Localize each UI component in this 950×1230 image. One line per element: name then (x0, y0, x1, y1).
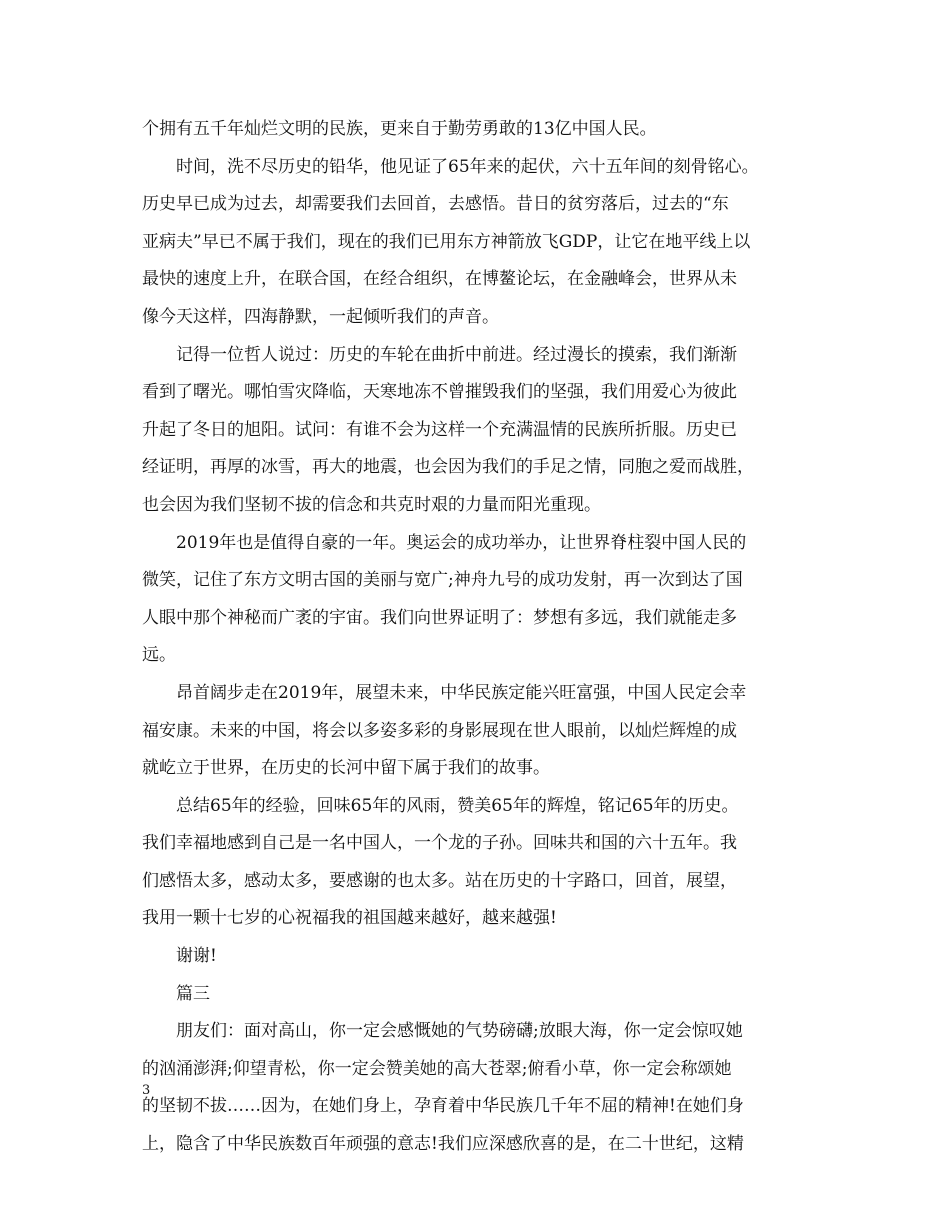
text-line: 就屹立于世界，在历史的长河中留下属于我们的故事。 (142, 758, 550, 779)
text-line: 像今天这样，四海静默，一起倾听我们的声音。 (142, 306, 499, 327)
text-line: 经证明，再厚的冰雪，再大的地震，也会因为我们的手足之情，同胞之爱而战胜， (142, 457, 754, 478)
text-line: 个拥有五千年灿烂文明的民族，更来自于勤劳勇敢的13亿中国人民。 (142, 119, 657, 139)
text-line: 2019年也是值得自豪的一年。奥运会的成功举办，让世界脊柱裂中国人民的 (176, 532, 747, 553)
text-line: 昂首阔步走在2019年，展望未来，中华民族定能兴旺富强，中国人民定会幸 (176, 682, 747, 703)
text-line: 们感悟太多，感动太多，要感谢的也太多。站在历史的十字路口，回首，展望， (142, 870, 737, 891)
text-line: 时间，洗不尽历史的铅华，他见证了65年来的起伏，六十五年间的刻骨铭心。 (176, 156, 759, 177)
text-line: 升起了冬日的旭阳。试问：有谁不会为这样一个充满温情的民族所折服。历史已 (142, 419, 737, 440)
text-line: 上，隐含了中华民族数百年顽强的意志!我们应深感欣喜的是，在二十世纪，这精 (142, 1134, 744, 1155)
text-line: 篇三 (176, 983, 210, 1004)
body-text (142, 111, 822, 1164)
text-line: 历史早已成为过去，却需要我们去回首，去感悟。昔日的贫穷落后，过去的“东 (142, 194, 729, 215)
text-line: 亚病夫”早已不属于我们，现在的我们已用东方神箭放飞GDP，让它在地平线上以 (142, 231, 751, 252)
text-line: 总结65年的经验，回味65年的风雨，赞美65年的辉煌，铭记65年的历史。 (176, 795, 739, 816)
text-line: 记得一位哲人说过：历史的车轮在曲折中前进。经过漫长的摸索，我们渐渐 (176, 344, 737, 365)
text-line: 的坚韧不拔……因为，在她们身上，孕育着中华民族几千年不屈的精神!在她们身 (142, 1096, 744, 1117)
text-line: 也会因为我们坚韧不拔的信念和共克时艰的力量而阳光重现。 (142, 494, 601, 515)
page-number: 3 (142, 1083, 151, 1098)
text-line: 的汹涌澎湃;仰望青松，你一定会赞美她的高大苍翠;俯看小草，你一定会称颂她 (142, 1058, 732, 1079)
text-line: 谢谢! (176, 946, 217, 967)
text-line: 福安康。未来的中国，将会以多姿多彩的身影展现在世人眼前，以灿烂辉煌的成 (142, 720, 737, 741)
text-line: 我们幸福地感到自己是一名中国人，一个龙的子孙。回味共和国的六十五年。我 (142, 833, 737, 854)
text-line: 看到了曙光。哪怕雪灾降临，天寒地冻不曾摧毁我们的坚强，我们用爱心为彼此 (142, 382, 737, 403)
text-line: 朋友们：面对高山，你一定会感慨她的气势磅礴;放眼大海，你一定会惊叹她 (176, 1021, 743, 1042)
text-line: 人眼中那个神秘而广袤的宇宙。我们向世界证明了：梦想有多远，我们就能走多 (142, 607, 737, 628)
text-line: 微笑，记住了东方文明古国的美丽与宽广;神舟九号的成功发射，再一次到达了国 (142, 570, 743, 591)
text-line: 我用一颗十七岁的心祝福我的祖国越来越好，越来越强! (142, 908, 557, 929)
text-line: 远。 (142, 645, 176, 666)
text-line: 最快的速度上升，在联合国，在经合组织，在博鳌论坛，在金融峰会，世界从未 (142, 269, 737, 290)
